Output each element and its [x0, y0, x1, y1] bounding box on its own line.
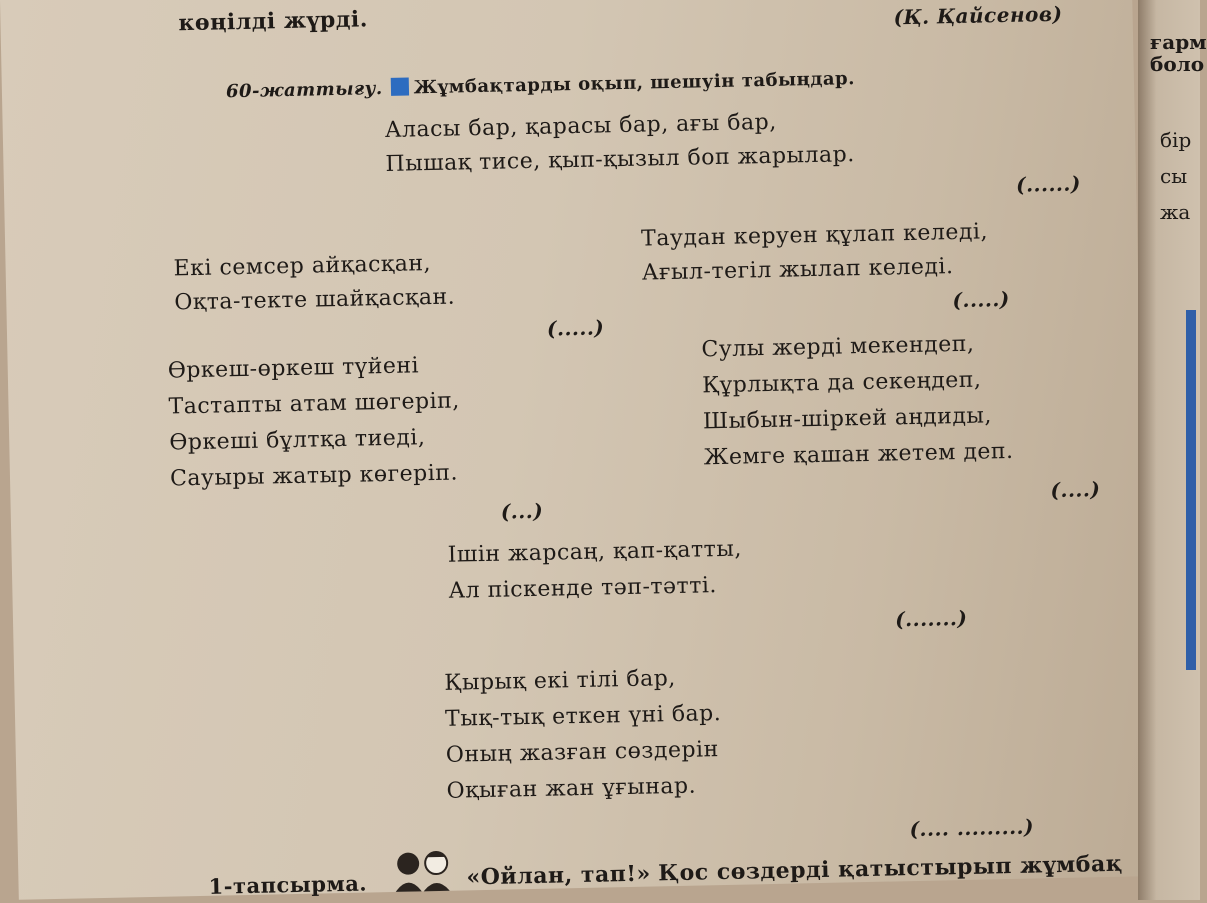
- riddle-7-answer: (.... .........): [909, 814, 1035, 842]
- riddle-2-answer: (.....): [546, 315, 605, 341]
- blue-square-icon: [390, 77, 408, 95]
- side-text-3: бір: [1160, 128, 1192, 152]
- riddle-4-answer: (...): [500, 498, 544, 524]
- riddle-5-line-1: Сулы жерді мекендеп,: [701, 331, 975, 363]
- top-line: көңілді жүрді.: [178, 6, 369, 37]
- riddle-1-answer: (......): [1015, 171, 1082, 197]
- riddle-6-line-1: Ішін жарсаң, қап-қатты,: [447, 536, 743, 568]
- exercise-number: 60-жаттығу.: [225, 78, 383, 103]
- side-text-4: сы: [1160, 164, 1188, 188]
- riddle-6-answer: (.......): [894, 605, 968, 632]
- riddle-1-line-2: Пышақ тисе, қып-қызыл боп жарылар.: [385, 142, 855, 177]
- children-icon: [390, 847, 461, 892]
- riddle-7-line-3: Оның жазған сөздерін: [445, 737, 719, 768]
- exercise-heading: [226, 68, 855, 102]
- side-text-5: жа: [1160, 200, 1191, 224]
- task-text: Қос сөздерді қатыстырып жұмбақ: [657, 850, 1123, 887]
- task-title: «Ойлан, тап!»: [466, 860, 652, 891]
- side-blue-bar: [1186, 310, 1196, 670]
- riddle-4-line-2: Тастапты атам шөгеріп,: [168, 388, 461, 420]
- task-title-line: [466, 851, 1123, 891]
- riddle-5-line-3: Шыбын-шіркей аңдиды,: [702, 403, 993, 435]
- riddle-4-line-3: Өркеші бұлтқа тиеді,: [169, 425, 426, 456]
- riddle-3-line-1: Таудан керуен құлап келеді,: [640, 219, 989, 252]
- riddle-4-line-1: Өркеш-өркеш түйені: [167, 353, 420, 384]
- side-text-2: боло: [1150, 52, 1205, 76]
- top-author: (Қ. Қайсенов): [893, 1, 1063, 30]
- riddle-1-line-1: Аласы бар, қарасы бар, ағы бар,: [384, 109, 777, 143]
- riddle-7-line-2: Тық-тық еткен үні бар.: [444, 701, 722, 732]
- riddle-2-line-1: Екі семсер айқасқан,: [173, 251, 432, 282]
- riddle-7-line-4: Оқыған жан ұғынар.: [446, 773, 697, 804]
- riddle-5-line-2: Құрлықта да секеңдеп,: [701, 367, 982, 399]
- riddle-4-line-4: Сауыры жатыр көгеріп.: [169, 460, 459, 492]
- side-text-1: ғарм: [1150, 30, 1207, 54]
- riddle-3-answer: (.....): [952, 286, 1010, 313]
- exercise-instruction: Жұмбақтарды оқып, шешуін табыңдар.: [413, 68, 856, 99]
- task-number: 1-тапсырма.: [208, 870, 368, 899]
- riddle-2-line-2: Оқта-текте шайқасқан.: [174, 284, 456, 316]
- riddle-5-answer: (....): [1050, 477, 1101, 503]
- riddle-3-line-2: Ағыл-тегіл жылап келеді.: [641, 254, 954, 286]
- riddle-5-line-4: Жемге қашан жетем деп.: [703, 438, 1014, 471]
- riddle-7-line-1: Қырық екі тілі бар,: [444, 665, 677, 696]
- riddle-6-line-2: Ал піскенде тәп-тәтті.: [448, 573, 718, 604]
